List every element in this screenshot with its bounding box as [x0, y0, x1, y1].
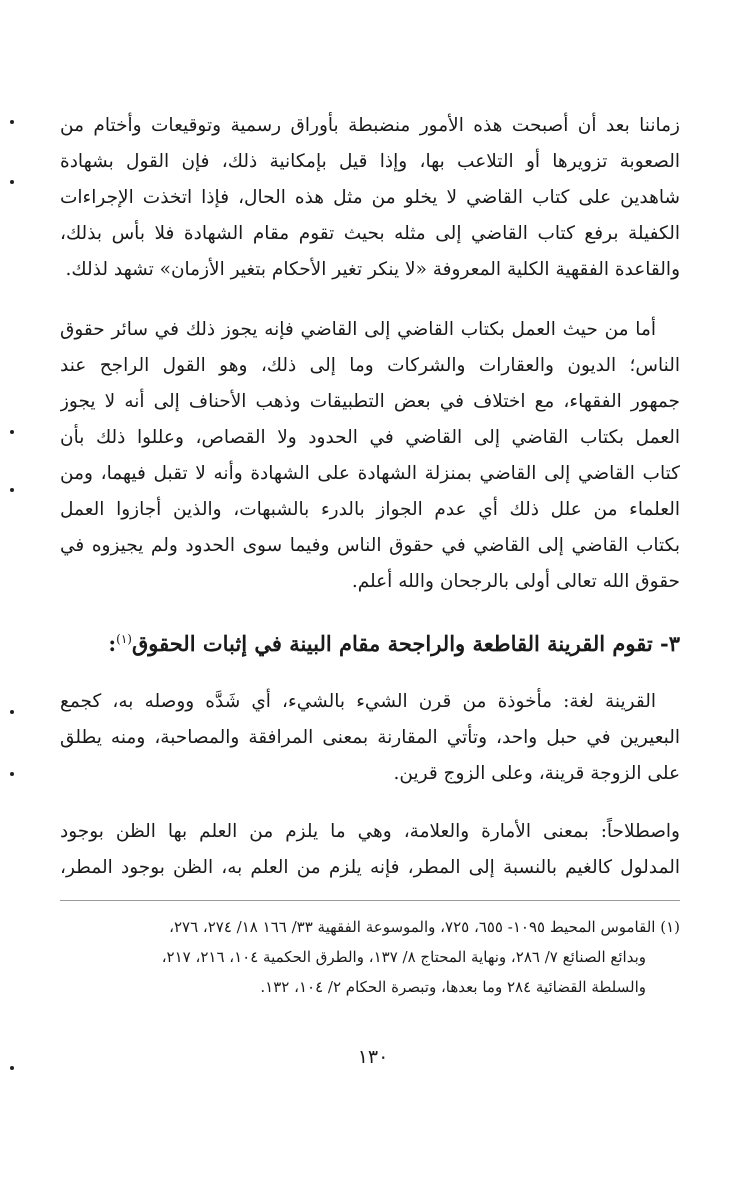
text-line: القرينة لغة: مأخوذة من قرن الشيء بالشيء، أي شَدَّه ووصله به، كجمع	[60, 691, 656, 712]
text-line: العلماء من علل ذلك أي عدم الجواز بالدرء بالشبهات، والذين أجازوا العمل	[60, 499, 680, 520]
section-heading	[60, 622, 680, 666]
footnote-reference[interactable]: (١)	[116, 632, 132, 646]
margin-mark	[10, 710, 14, 714]
footnote-line: وبدائع الصنائع ٧/ ٢٨٦، ونهاية المحتاج ٨/ ١٣٧، والطرق الحكمية ١٠٤، ٢١٦، ٢١٧،	[161, 948, 646, 966]
text-line: حقوق الله تعالى أولى بالرجحان والله أعلم.	[351, 571, 680, 592]
margin-mark	[10, 180, 14, 184]
text-line: جمهور الفقهاء، مع اختلاف في بعض التطبيقات وذهب الأحناف إلى أنه لا يجوز	[60, 391, 680, 412]
text-line: الكفيلة برفع كتاب القاضي إلى مثله بحيث تقوم مقام الشهادة فلا بأس بذلك،	[60, 223, 680, 244]
footnotes	[60, 912, 680, 1002]
text-line: شاهدين على كتاب القاضي لا يخلو من مثل هذه الحال، فإذا اتخذت الإجراءات	[60, 187, 680, 208]
text-line: كتاب القاضي إلى القاضي بمنزلة الشهادة على الشهادة وأنه لا تقبل فيهما، ومن	[60, 463, 680, 484]
paragraph-4	[60, 814, 680, 886]
text-line: الصعوبة تزويرها أو التلاعب بها، وإذا قيل بإمكانية ذلك، فإن القول بشهادة	[60, 151, 680, 172]
text-line: المدلول كالغيم بالنسبة إلى المطر، فإنه يلزم من العلم به، الظن بوجود المطر،	[60, 857, 680, 878]
heading-colon: :	[108, 631, 117, 656]
footnote-separator	[60, 900, 680, 901]
margin-mark	[10, 772, 14, 776]
text-line: واصطلاحاً: بمعنى الأمارة والعلامة، وهي ما يلزم من العلم بها الظن بوجود	[60, 821, 680, 842]
text-line: الناس؛ الديون والعقارات والشركات وما إلى ذلك، وهو القول الراجح عند	[60, 355, 680, 376]
footnote-line: (١) القاموس المحيط ١٠٩٥- ٦٥٥، ٧٢٥، والموسوعة الفقهية ٣٣/ ١٦٦ ١٨/ ٢٧٤، ٢٧٦،	[169, 918, 680, 936]
margin-mark	[10, 488, 14, 492]
paragraph-2	[60, 312, 680, 600]
text-line: على الزوجة قرينة، وعلى الزوج قرين.	[393, 763, 680, 784]
footnote-line: والسلطة القضائية ٢٨٤ وما بعدها، وتبصرة الحكام ٢/ ١٠٤، ١٣٢.	[260, 978, 646, 996]
text-line: البعيرين في حبل واحد، وتأتي المقارنة بمعنى المرافقة والمصاحبة، ومنه يطلق	[60, 727, 680, 748]
text-line: والقاعدة الفقهية الكلية المعروفة «لا ينكر تغير الأحكام بتغير الأزمان» تشهد لذلك.	[65, 259, 680, 280]
heading-text: ٣- تقوم القرينة القاطعة والراجحة مقام البينة في إثبات الحقوق	[131, 631, 680, 656]
page-number: ١٣٠	[357, 1046, 389, 1068]
text-line: بكتاب القاضي إلى القاضي في حقوق الناس وفيما سوى الحدود ولم يجيزوه في	[60, 535, 680, 556]
text-line: العمل بكتاب القاضي إلى القاضي في الحدود ولا القصاص، وعللوا ذلك بأن	[60, 427, 680, 448]
paragraph-3	[60, 684, 680, 792]
margin-mark	[10, 120, 14, 124]
text-line: زماننا بعد أن أصبحت هذه الأمور منضبطة بأوراق رسمية وتوقيعات وأختام من	[60, 115, 680, 136]
margin-mark	[10, 430, 14, 434]
paragraph-1	[60, 108, 680, 288]
text-line: أما من حيث العمل بكتاب القاضي إلى القاضي فإنه يجوز ذلك في سائر حقوق	[60, 319, 656, 340]
